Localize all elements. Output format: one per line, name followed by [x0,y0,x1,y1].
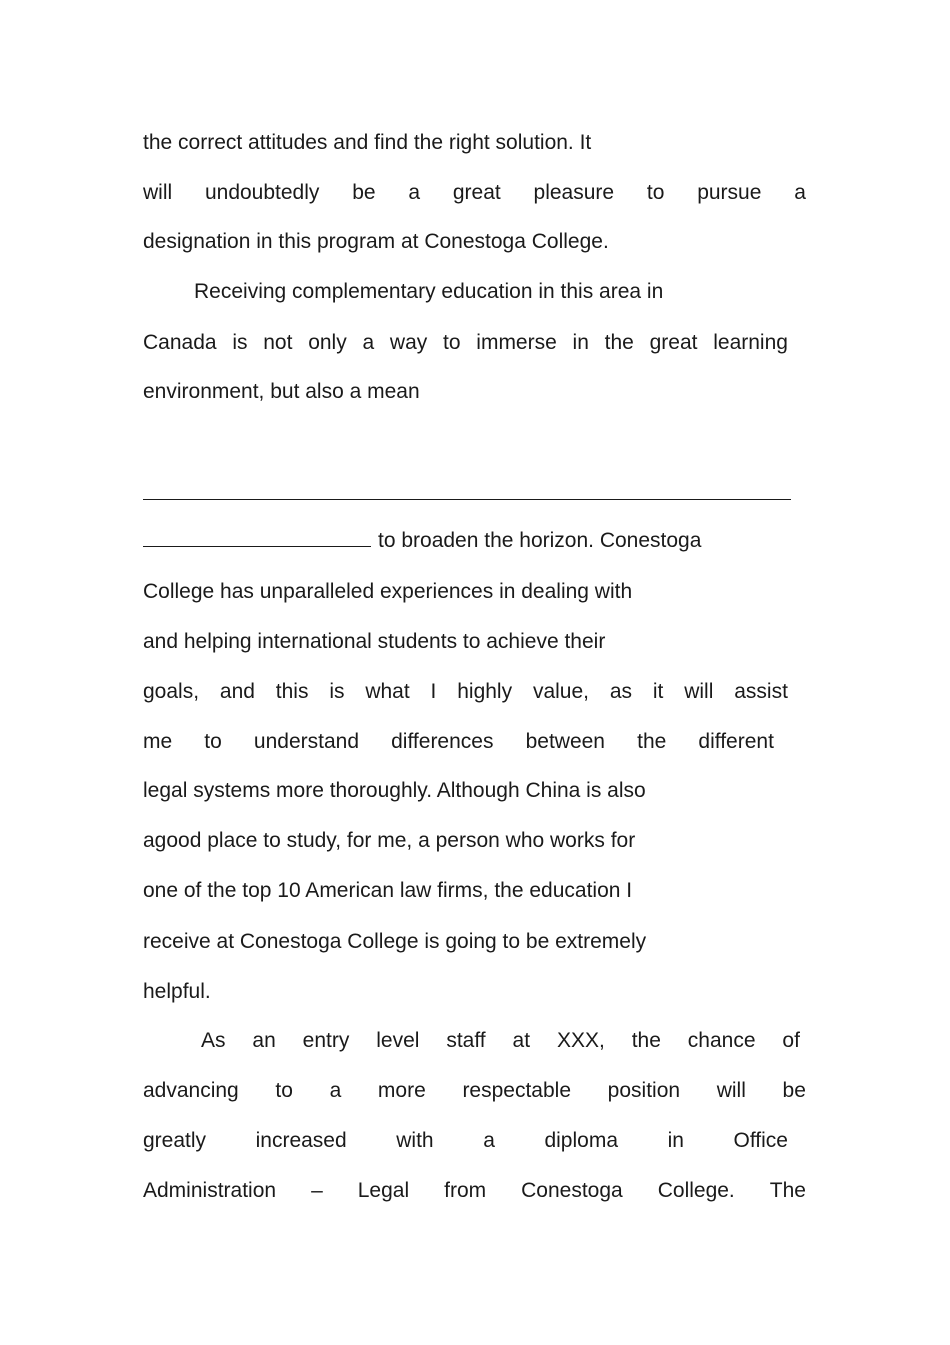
word: not [263,331,293,354]
word: the [631,1029,661,1052]
word: entry [302,1029,350,1052]
text-line-9: and helping international students to achieve their [143,630,606,653]
word: a [329,1079,342,1102]
text-line-4: Receiving complementary education in this area in [194,280,664,303]
word: is [329,680,345,703]
text-line-15: receive at Conestoga College is going to be extremely [143,930,647,953]
word: pursue [697,181,762,204]
word: immerse [476,331,557,354]
word: value, [532,680,589,703]
blank-fill-line [143,528,371,547]
word: XXX, [556,1029,605,1052]
word: it [652,680,664,703]
word: will [684,680,714,703]
word: to [443,331,461,354]
word: Conestoga [521,1179,623,1202]
word: in [572,331,589,354]
word: learning [713,331,788,354]
word: great [649,331,698,354]
blank-fill-rule [143,499,791,500]
word: respectable [462,1079,572,1102]
word: to [275,1079,293,1102]
text-line-2 [143,180,806,206]
word: this [275,680,309,703]
word: greatly [143,1129,207,1152]
word: to [204,730,222,753]
word: an [252,1029,276,1052]
word: advancing [143,1079,239,1102]
word: position [607,1079,681,1102]
text-line-8: College has unparalleled experiences in dealing with [143,580,633,603]
word: increased [255,1129,347,1152]
word: Legal [357,1179,410,1202]
text-line-10 [143,679,788,705]
word: what [365,680,410,703]
text-line-16: helpful. [143,980,211,1003]
text-line-12: legal systems more thoroughly. Although China is also [143,779,646,802]
word: goals, [143,680,200,703]
word: highly [457,680,513,703]
word: more [377,1079,426,1102]
word: of [782,1029,800,1052]
word: be [782,1079,806,1102]
text-line-7 [143,528,701,554]
word: different [698,730,774,753]
word: – [311,1179,323,1202]
word: chance [687,1029,756,1052]
word: a [483,1129,495,1152]
word: will [716,1079,746,1102]
word: and [219,680,255,703]
word: a [362,331,375,354]
word: differences [391,730,494,753]
word: I [430,680,437,703]
word: understand [253,730,360,753]
word: great [452,181,501,204]
word: be [352,181,376,204]
word: assist [734,680,788,703]
line-text: to broaden the horizon. Conestoga [378,529,702,552]
word: a [408,181,421,204]
text-line-18 [143,1078,806,1104]
word: pleasure [533,181,615,204]
word: As [201,1029,226,1052]
word: from [444,1179,487,1202]
word: is [232,331,248,354]
word: level [376,1029,420,1052]
text-line-1: the correct attitudes and find the right solution. It [143,131,592,154]
word: at [512,1029,531,1052]
text-line-13: agood place to study, for me, a person who works for [143,829,636,852]
word: as [609,680,633,703]
text-line-5 [143,330,788,356]
text-line-20 [143,1178,806,1204]
word: only [308,331,347,354]
word: with [396,1129,434,1152]
text-line-3: designation in this program at Conestoga College. [143,230,609,253]
text-line-17 [201,1028,800,1054]
word: Canada [143,331,217,354]
word: The [769,1179,806,1202]
text-line-11 [143,729,774,755]
word: to [646,181,665,204]
word: the [604,331,634,354]
word: will [143,181,173,204]
word: Administration [143,1179,277,1202]
word: College. [657,1179,735,1202]
text-line-14: one of the top 10 American law firms, the education I [143,879,633,902]
word: staff [446,1029,486,1052]
word: a [794,181,806,204]
text-line-19 [143,1128,788,1154]
word: between [525,730,605,753]
word: undoubtedly [204,181,320,204]
word: the [637,730,667,753]
word: in [667,1129,684,1152]
word: diploma [544,1129,618,1152]
word: way [389,331,428,354]
word: Office [733,1129,788,1152]
text-line-6: environment, but also a mean [143,380,420,403]
word: me [143,730,173,753]
